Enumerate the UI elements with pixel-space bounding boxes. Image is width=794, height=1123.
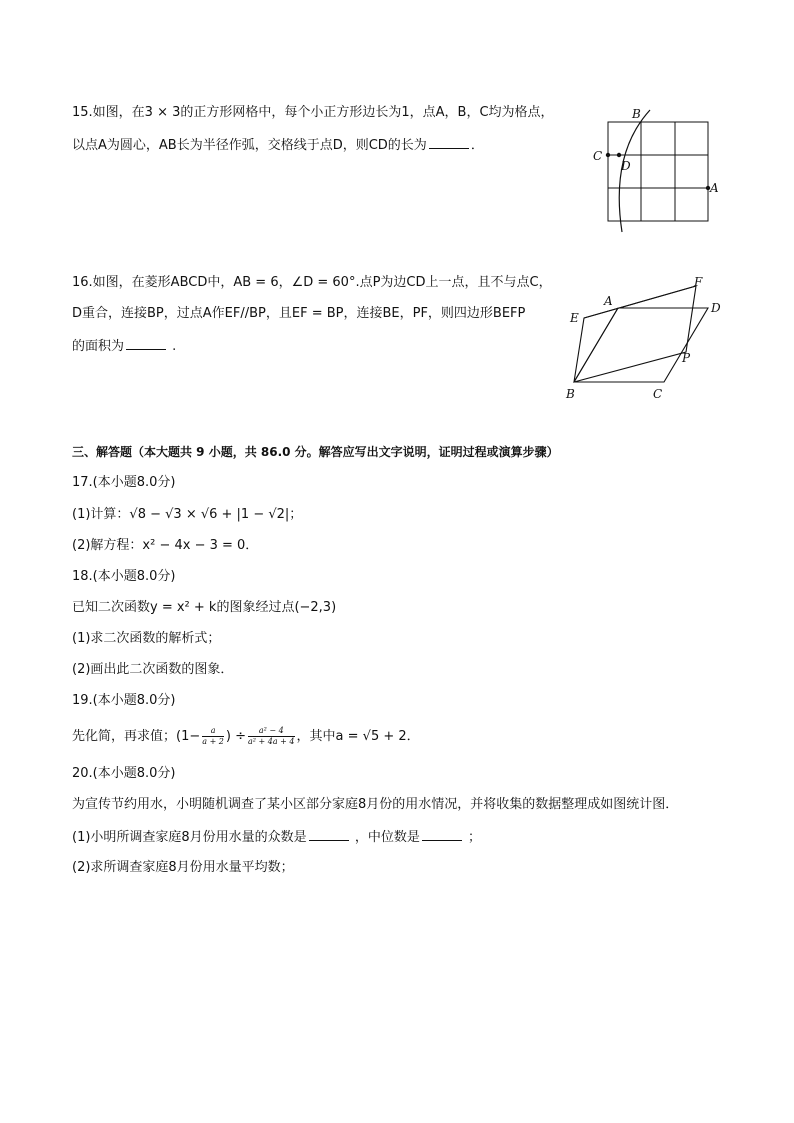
q20-mode-blank <box>309 828 349 841</box>
q15-label-d: D <box>621 159 631 173</box>
q18-stem: 已知二次函数y = x² + k的图象经过点(−2,3) <box>72 600 337 615</box>
q16-label-e: E <box>570 311 579 325</box>
q16-line-3-end: . <box>168 339 177 354</box>
q16-label-b: B <box>566 387 575 401</box>
q19-fraction-2-denominator: a² + 4a + 4 <box>248 737 295 746</box>
q20-median-blank <box>422 828 462 841</box>
q16-segment-ab <box>574 308 618 382</box>
q16-segment-ef <box>584 286 696 318</box>
q16-answer-blank <box>126 337 166 350</box>
q15-line-2 <box>72 136 484 155</box>
q15-label-b: B <box>632 107 641 121</box>
q20-part-1-mid: ，中位数是 <box>350 830 420 845</box>
q19-fraction-1-numerator: a <box>202 726 224 737</box>
q16-label-c: C <box>653 387 663 401</box>
q19-expression <box>72 725 420 749</box>
q15-point-c <box>606 153 610 157</box>
q16-rhombus-figure <box>558 272 738 404</box>
q16-line-3 <box>72 337 176 356</box>
q19-title: 19.(本小题8.0分) <box>72 693 176 708</box>
q16-line-1: 16.如图，在菱形ABCD中，AB = 6，∠D = 60°.点P为边CD上一点，且不与点C， <box>72 275 552 290</box>
q19-fraction-2-numerator: a² − 4 <box>248 726 295 737</box>
q20-stem: 为宣传节约用水，小明随机调查了某小区部分家庭8月份的用水情况，并将收集的数据整理成如图统计图． <box>72 797 679 812</box>
q19-suffix: ，其中a = √5 + 2． <box>296 729 420 744</box>
q20-part-2: (2)求所调查家庭8月份用水量平均数； <box>72 860 294 875</box>
q18-title: 18.(本小题8.0分) <box>72 569 176 584</box>
q15-grid-figure <box>588 104 728 236</box>
section-3-heading: 三、解答题（本大题共 9 小题，共 86.0 分。解答应写出文字说明，证明过程或演算步骤） <box>72 445 559 459</box>
q16-line-3-text: 的面积为 <box>72 339 125 354</box>
q15-answer-blank <box>429 136 469 149</box>
q19-fraction-1 <box>202 726 224 747</box>
q16-label-f: F <box>694 275 703 289</box>
q15-line-2-end: ． <box>470 138 484 153</box>
q20-title: 20.(本小题8.0分) <box>72 766 176 781</box>
q16-label-p: P <box>682 351 691 365</box>
q16-line-2: D重合，连接BP，过点A作EF//BP，且EF = BP，连接BE，PF，则四边形BEFP <box>72 306 526 321</box>
q20-part-1 <box>72 828 481 847</box>
q16-quad-befp <box>574 286 696 382</box>
q19-divide: ) ÷ <box>225 729 247 744</box>
q16-rhombus-abcd <box>574 308 708 382</box>
q17-part-2: (2)解方程：x² − 4x − 3 = 0． <box>72 538 259 553</box>
q20-part-1-end: ； <box>463 830 481 845</box>
q18-part-1: (1)求二次函数的解析式； <box>72 631 221 646</box>
q19-fraction-1-denominator: a + 2 <box>202 737 224 746</box>
q18-part-2: (2)画出此二次函数的图象． <box>72 662 234 677</box>
q15-label-a: A <box>710 181 719 195</box>
q15-line-1: 15.如图，在3 × 3的正方形网格中，每个小正方形边长为1，点A，B，C均为格点， <box>72 105 554 120</box>
q15-line-2-text: 以点A为圆心，AB长为半径作弧，交格线于点D，则CD的长为 <box>72 138 427 153</box>
q20-part-1-text: (1)小明所调查家庭8月份用水量的众数是 <box>72 830 307 845</box>
q15-label-c: C <box>593 149 603 163</box>
q16-label-a: A <box>604 294 613 308</box>
q17-part-1: (1)计算：√8 − √3 × √6 + |1 − √2|； <box>72 507 303 522</box>
q15-point-d <box>617 153 621 157</box>
q17-title: 17.(本小题8.0分) <box>72 475 176 490</box>
q16-label-d: D <box>711 301 721 315</box>
q19-fraction-2 <box>248 726 295 747</box>
q19-prefix: 先化简，再求值；(1− <box>72 729 201 744</box>
